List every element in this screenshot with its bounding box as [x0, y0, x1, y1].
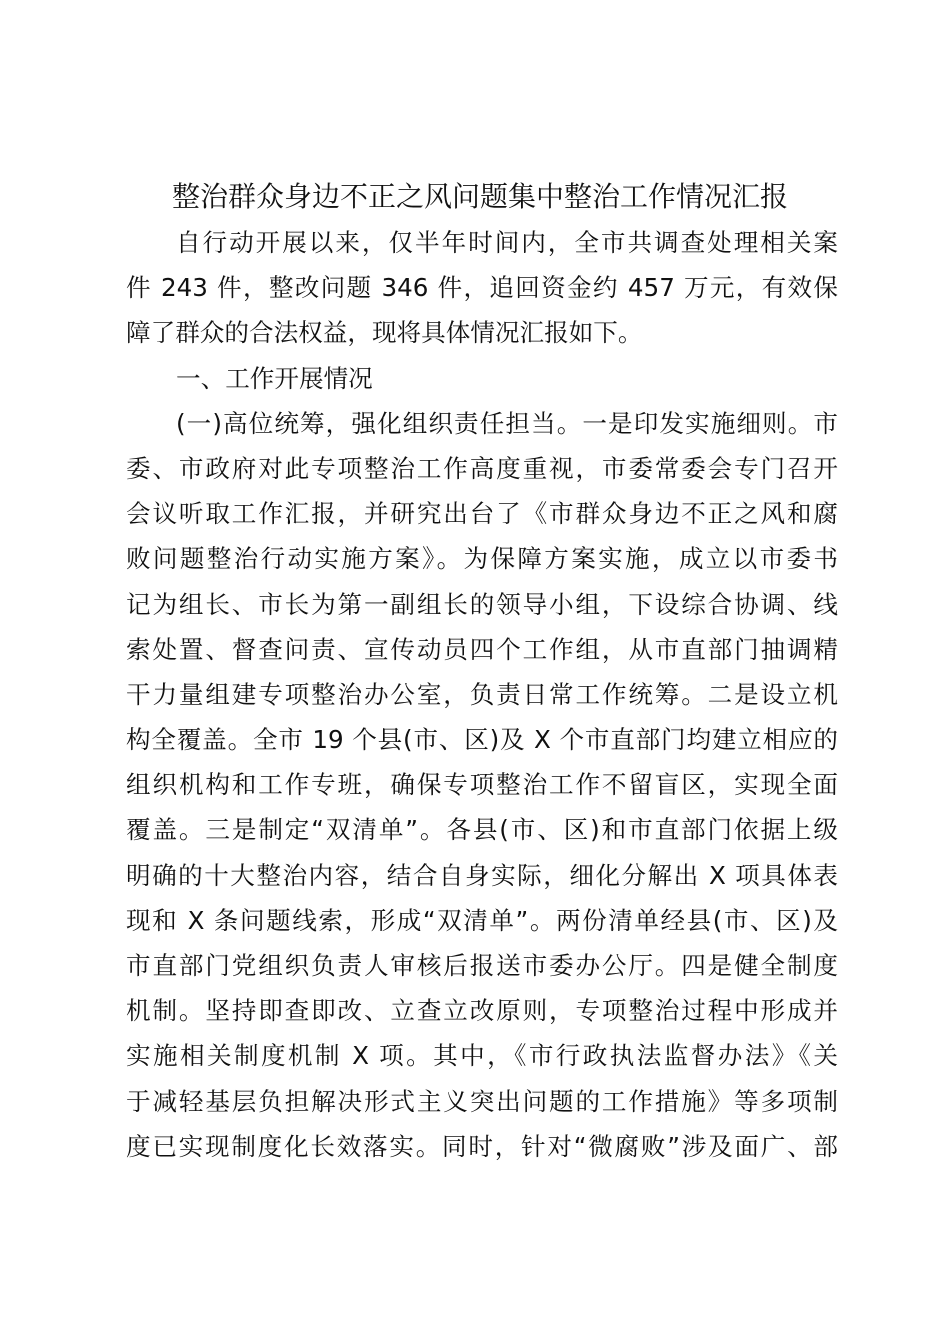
document-body — [126, 220, 838, 1169]
text-line: 组织机构和工作专班，确保专项整治工作不留盲区，实现全面 — [126, 770, 838, 800]
text-line: 障了群众的合法权益，现将具体情况汇报如下。 — [126, 318, 643, 348]
text-line: 覆盖。三是制定“双清单”。各县(市、区)和市直部门依据上级 — [126, 815, 838, 845]
text-line: 自行动开展以来，仅半年时间内，全市共调查处理相关案 — [176, 228, 838, 257]
text-line: 于减轻基层负担解决形式主义突出问题的工作措施》等多项制 — [126, 1086, 838, 1116]
text-line: 度已实现制度化长效落实。同时，针对“微腐败”涉及面广、部 — [126, 1131, 839, 1161]
text-line: 明确的十大整治内容，结合自身实际，细化分解出 X 项具体表 — [126, 860, 838, 890]
text-line: 机制。坚持即查即改、立查立改原则，专项整治过程中形成并 — [126, 996, 838, 1026]
text-line: 一、工作开展情况 — [176, 363, 373, 393]
text-line: 委、市政府对此专项整治工作高度重视，市委常委会专门召开 — [126, 453, 838, 483]
text-line: 索处置、督查问责、宣传动员四个工作组，从市直部门抽调精 — [126, 634, 838, 664]
text-line: 败问题整治行动实施方案》。为保障方案实施，成立以市委书 — [126, 544, 838, 574]
text-line: 构全覆盖。全市 19 个县(市、区)及 X 个市直部门均建立相应的 — [126, 725, 838, 755]
text-line: 会议听取工作汇报，并研究出台了《市群众身边不正之风和腐 — [126, 499, 838, 529]
text-line: 件 243 件，整改问题 346 件，追回资金约 457 万元，有效保 — [126, 273, 838, 303]
text-line: 记为组长、市长为第一副组长的领导小组，下设综合协调、线 — [126, 589, 838, 619]
text-line: 干力量组建专项整治办公室，负责日常工作统筹。二是设立机 — [126, 679, 838, 709]
text-line: 市直部门党组织负责人审核后报送市委办公厅。四是健全制度 — [126, 951, 838, 980]
text-line: 实施相关制度机制 X 项。其中，《市行政执法监督办法》《关 — [126, 1041, 838, 1071]
text-line: (一)高位统筹，强化组织责任担当。一是印发实施细则。市 — [176, 408, 838, 438]
text-line: 现和 X 条问题线索，形成“双清单”。两份清单经县(市、区)及 — [126, 905, 838, 935]
document-title: 整治群众身边不正之风问题集中整治工作情况汇报 — [171, 180, 788, 213]
